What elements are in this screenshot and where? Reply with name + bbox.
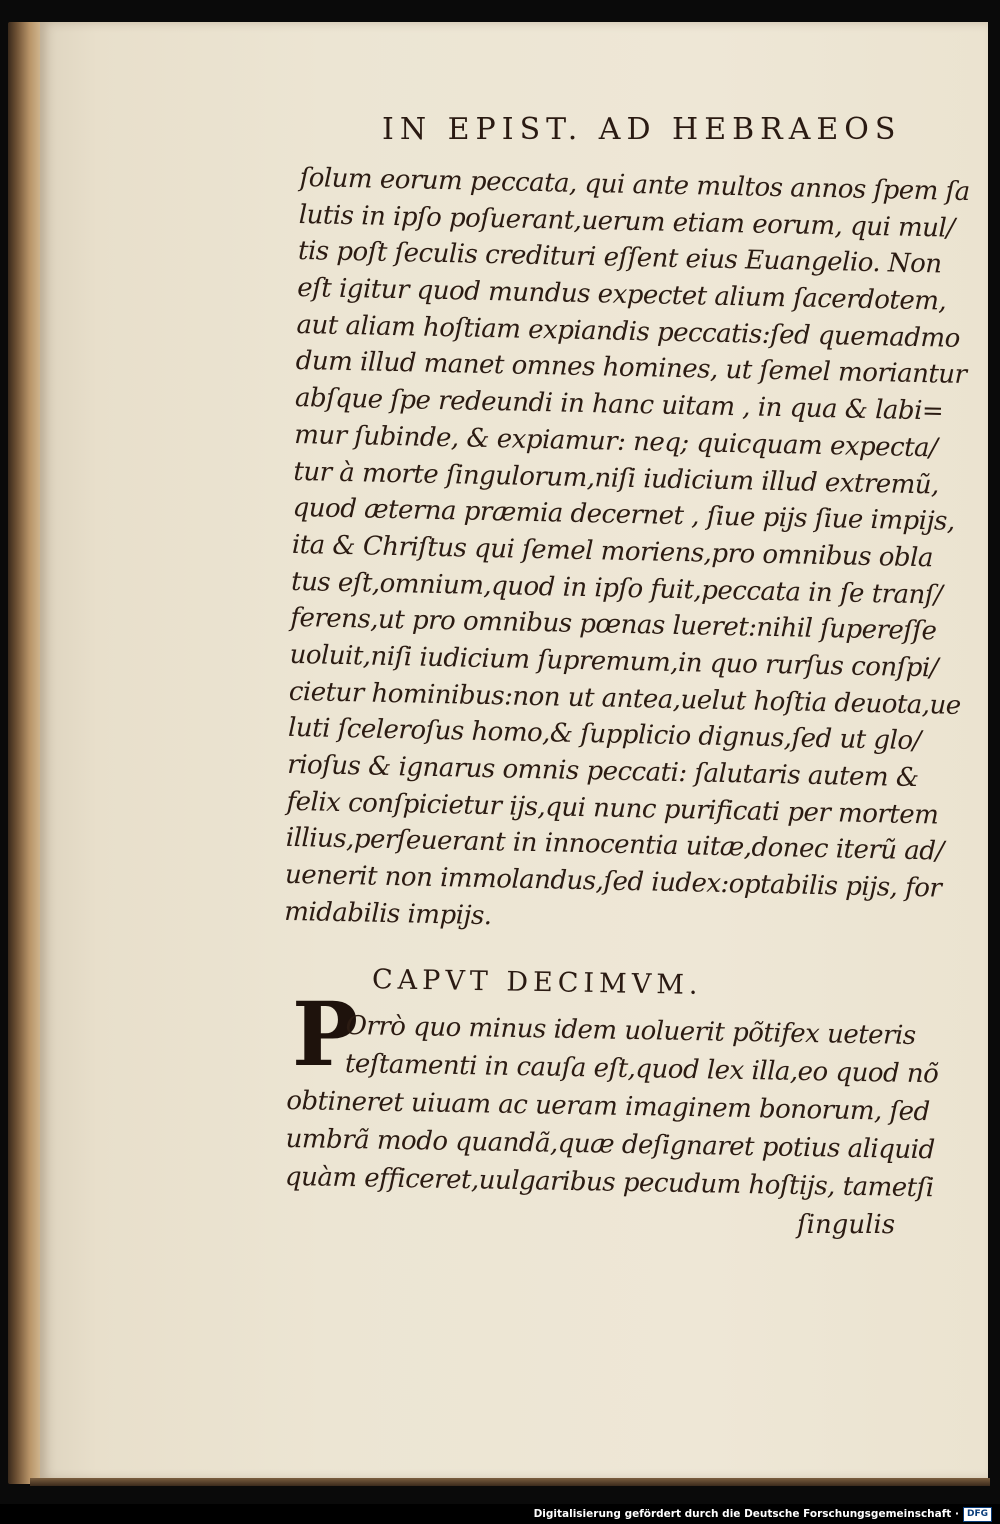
text-line: teſtamenti in cauſa eſt,quod lex illa,eo quod nõ [344, 1049, 939, 1090]
text-line: felix conſpicietur ijs,qui nunc purificati per mortem [286, 786, 939, 831]
catchword: ſingulis [797, 1210, 896, 1240]
text-line: tus eſt,omnium,quod in ipſo fuit,peccata in ſe tranſ/ [290, 566, 943, 611]
text-line: ita & Chriſtus qui ſemel moriens,pro omnibus obla [291, 529, 934, 574]
text-line: quod æterna præmia decernet , ſiue pijs ſiue impijs, [292, 493, 955, 537]
text-line: tis poſt ſeculis credituri eſſent eius Euangelio. Non [297, 236, 942, 280]
text-line: tur à morte ſingulorum,niſi iudicium illud extremũ, [293, 456, 940, 500]
text-line: aut aliam hoſtiam expiandis peccatis:ſed quemadmo [296, 309, 961, 354]
text-line: uoluit,niſi iudicium ſupremum,in quo rurſus conſpi/ [289, 639, 939, 684]
chapter-heading: CAPVT DECIMVM. [371, 964, 703, 1001]
drop-cap-initial: P [292, 982, 359, 1086]
text-line: illius,perſeuerant in innocentia uitæ,donec iterũ ad/ [285, 823, 945, 868]
text-line: ſolum eorum peccata, qui ante multos annos ſpem ſa [299, 162, 971, 208]
text-line: Orrò quo minus idem uoluerit põtifex ueteris [345, 1011, 916, 1051]
text-line: uenerit non immolandus,ſed iudex:optabilis pijs, for [284, 859, 942, 904]
text-line: lutis in ipſo poſuerant,uerum etiam eorum, qui mul/ [298, 199, 955, 244]
text-line: mur ſubinde, & expiamur: neq; quicquam expecta/ [293, 419, 938, 464]
body-text-block [283, 160, 971, 944]
text-line: ferens,ut pro omnibus pœnas lueret:nihil ſupereſſe [290, 603, 937, 647]
text-line: abſque ſpe redeundi in hanc uitam , in qua & labi= [294, 383, 944, 427]
text-line: obtineret uiuam ac ueram imaginem bonorum, ſed [286, 1085, 930, 1128]
text-line: dum illud manet omnes homines, ut ſemel moriantur [295, 346, 967, 391]
text-line: quàm efficeret,uulgaribus pecudum hoſtijs, tametſi [284, 1161, 934, 1204]
text-line: umbrã modo quandã,quæ deſignaret potius aliquid [285, 1123, 935, 1166]
page-bottom-edge [30, 1478, 990, 1486]
dfg-credit-footer [534, 1507, 992, 1521]
chapter-text-block [284, 1006, 939, 1207]
running-header: IN EPIST. AD HEBRAEOS [382, 112, 902, 147]
text-line: midabilis impijs. [283, 896, 492, 931]
text-line: cietur hominibus:non ut antea,uelut hoſtia deuota,ue [288, 676, 962, 721]
text-line: luti ſceleroſus homo,& ſupplicio dignus,ſed ut glo/ [287, 713, 922, 757]
text-line: rioſus & ignarus omnis peccati: ſalutaris autem & [287, 749, 919, 794]
dfg-logo-icon: DFG [963, 1507, 992, 1522]
footer-credit-text: Digitalisierung gefördert durch die Deutsche Forschungsgemeinschaft · [533, 1508, 959, 1520]
text-line: eſt igitur quod mundus expectet alium ſacerdotem, [297, 273, 947, 317]
